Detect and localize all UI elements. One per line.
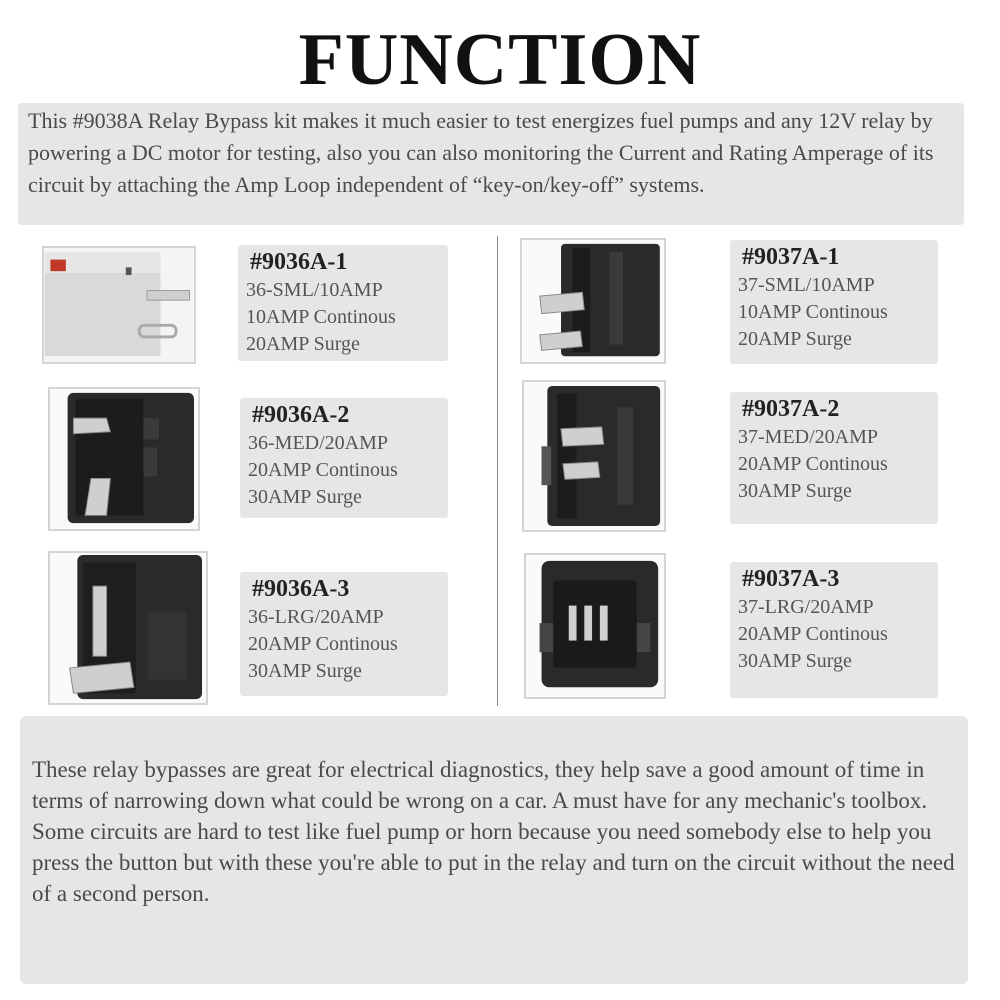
product-code: #9037A-1	[742, 244, 840, 270]
spec-card-9036a-3	[240, 572, 448, 696]
description-paragraph-1: These relay bypasses are great for electrical diagnostics, they help save a good amount of time in terms of narrowing down what could be wrong on a car. A must have for any mechanic's toolbox.	[32, 757, 928, 813]
column-divider	[497, 236, 498, 706]
product-surge: 30AMP Surge	[738, 650, 852, 672]
product-size: 36-SML/10AMP	[246, 279, 383, 301]
spec-card-9037a-2	[730, 392, 938, 524]
product-surge: 30AMP Surge	[248, 486, 362, 508]
product-size: 37-SML/10AMP	[738, 274, 875, 296]
product-code: #9036A-2	[252, 402, 350, 428]
relay-9036a-2-photo	[48, 387, 200, 531]
product-code: #9036A-1	[250, 249, 348, 275]
product-continuous: 10AMP Continous	[246, 306, 396, 328]
relay-9036a-1-photo	[42, 246, 196, 364]
product-surge: 30AMP Surge	[248, 660, 362, 682]
spec-card-9037a-1	[730, 240, 938, 364]
product-size: 36-MED/20AMP	[248, 432, 389, 454]
product-surge: 30AMP Surge	[738, 480, 852, 502]
intro-text: This #9038A Relay Bypass kit makes it much easier to test energizes fuel pumps and any 12V relay by powering a DC motor for testing, also you can also monitoring the Current and Rating Amperage of its circuit by attaching the Amp Loop independent of “key-on/key-off” systems.	[18, 103, 964, 225]
product-continuous: 10AMP Continous	[738, 301, 888, 323]
spec-card-9037a-3	[730, 562, 938, 698]
product-code: #9036A-3	[252, 576, 350, 602]
product-continuous: 20AMP Continous	[248, 459, 398, 481]
spec-card-9036a-2	[240, 398, 448, 518]
description-box	[20, 716, 968, 984]
product-continuous: 20AMP Continous	[248, 633, 398, 655]
relay-9037a-2-photo	[522, 380, 666, 532]
page-title: FUNCTION	[298, 19, 702, 101]
product-size: 37-MED/20AMP	[738, 426, 879, 448]
relay-9037a-1-photo	[520, 238, 666, 364]
product-size: 36-LRG/20AMP	[248, 606, 384, 628]
relay-9037a-3-photo	[524, 553, 666, 699]
relay-9036a-3-photo	[48, 551, 208, 705]
product-code: #9037A-2	[742, 396, 840, 422]
product-code: #9037A-3	[742, 566, 840, 592]
product-surge: 20AMP Surge	[246, 333, 360, 355]
spec-card-9036a-1	[238, 245, 448, 361]
product-surge: 20AMP Surge	[738, 328, 852, 350]
product-size: 37-LRG/20AMP	[738, 596, 874, 618]
description-paragraph-2: Some circuits are hard to test like fuel pump or horn because you need somebody else to help you press the button but with these you're able to put in the relay and turn on the circuit without the need of a second person.	[32, 819, 955, 906]
product-continuous: 20AMP Continous	[738, 623, 888, 645]
product-continuous: 20AMP Continous	[738, 453, 888, 475]
